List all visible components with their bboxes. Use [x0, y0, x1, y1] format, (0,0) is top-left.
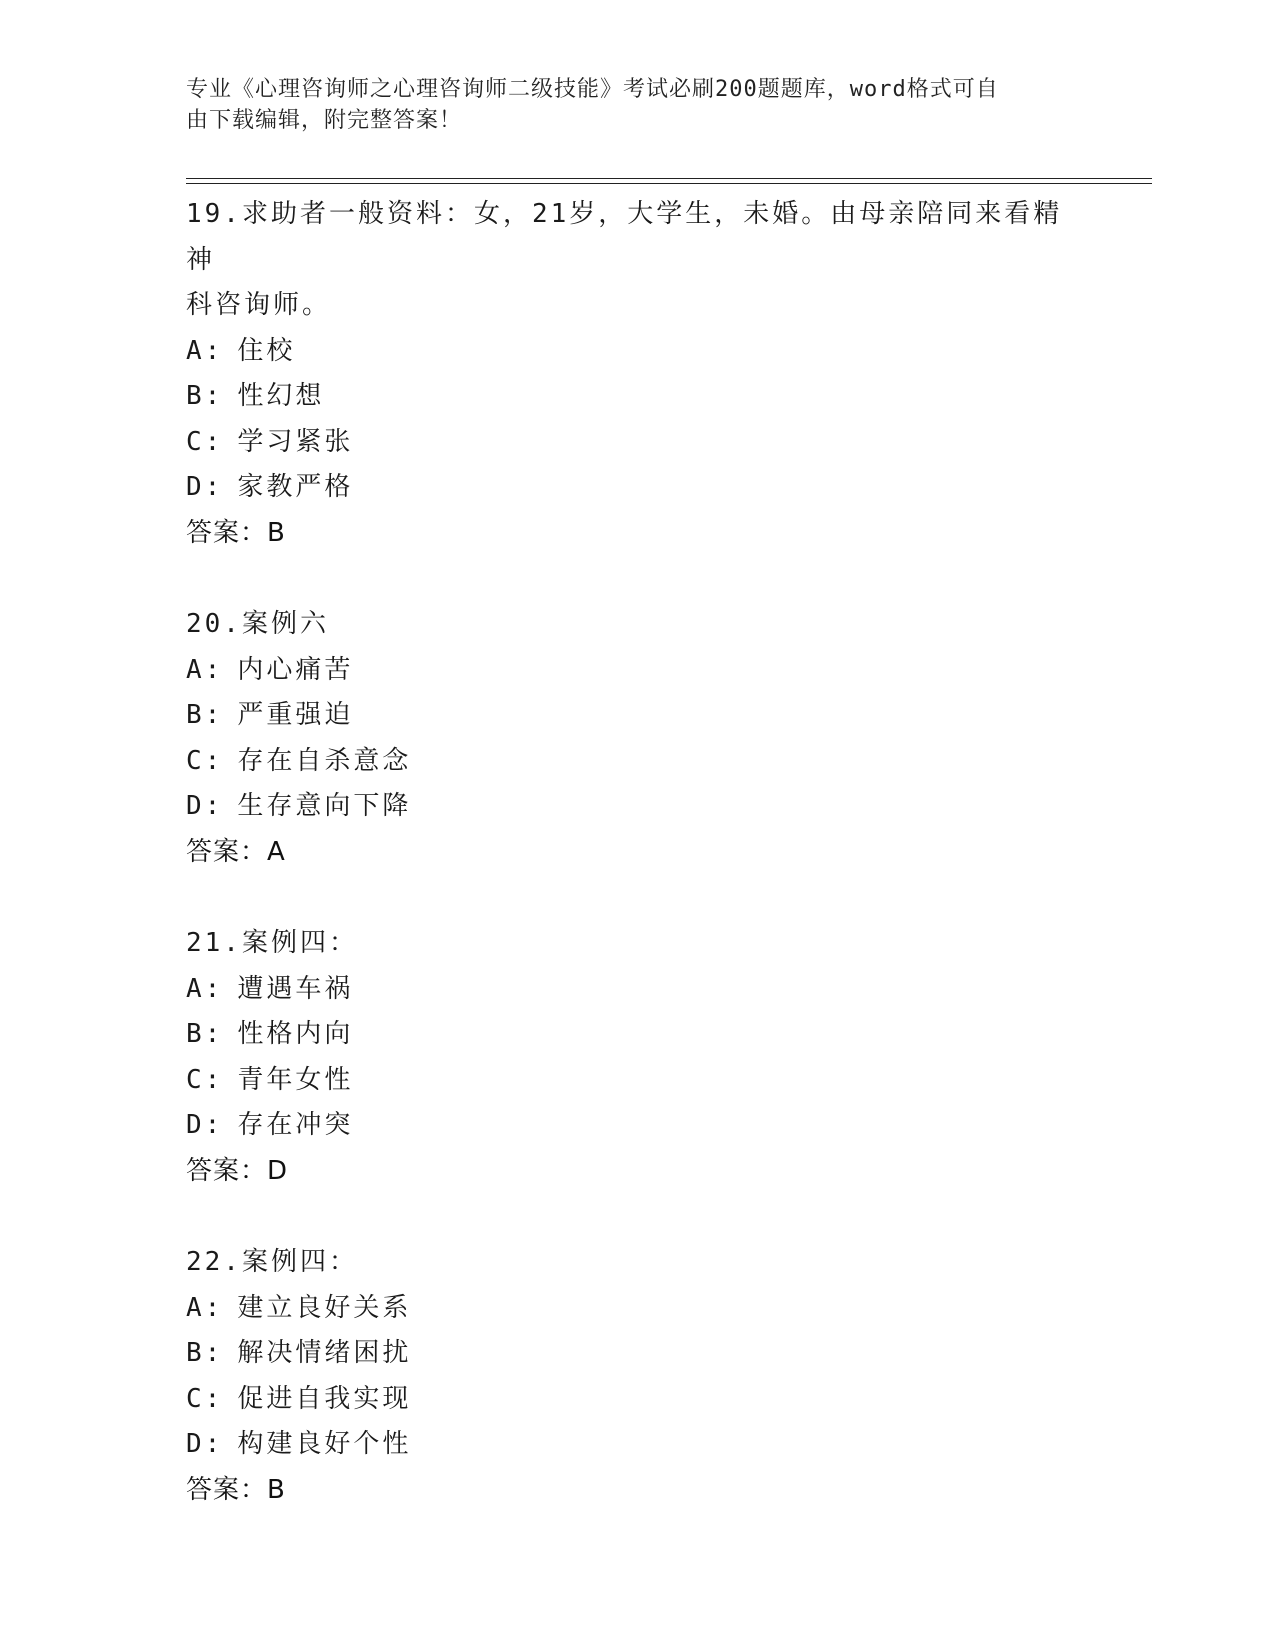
- option-letter: C:: [186, 426, 224, 457]
- option-text: 存在冲突: [237, 1110, 354, 1140]
- question-22: [186, 1240, 1086, 1513]
- question-stem: 22.案例四：: [186, 1247, 358, 1277]
- question-19: [186, 192, 1086, 556]
- option-text: 家教严格: [237, 472, 354, 502]
- option-text: 严重强迫: [237, 700, 354, 730]
- question-stem-continued: 科咨询师。: [186, 290, 332, 320]
- option-letter: D:: [186, 1429, 224, 1459]
- option-d: [186, 1422, 1086, 1468]
- option-text: 遭遇车祸: [237, 973, 354, 1004]
- option-b: [186, 374, 1086, 420]
- question-20: [186, 602, 1086, 875]
- option-text: 内心痛苦: [237, 654, 354, 685]
- option-text: 性格内向: [237, 1019, 354, 1049]
- question-spacer: [186, 1194, 1086, 1240]
- question-stem: 19.求助者一般资料：女，21岁，大学生，未婚。由母亲陪同来看精神: [186, 199, 1063, 275]
- option-letter: C:: [186, 745, 224, 776]
- option-letter: B:: [186, 381, 224, 411]
- option-text: 性幻想: [237, 381, 325, 411]
- header-divider-top: [186, 178, 1152, 179]
- option-text: 促进自我实现: [237, 1383, 412, 1414]
- option-text: 存在自杀意念: [237, 745, 412, 776]
- option-letter: A:: [186, 654, 224, 685]
- question-list: [186, 192, 1086, 1513]
- option-text: 学习紧张: [237, 426, 354, 457]
- option-letter: D:: [186, 472, 224, 502]
- option-letter: A:: [186, 973, 224, 1004]
- answer-line: 答案：D: [186, 1155, 289, 1186]
- header-line-1: 专业《心理咨询师之心理咨询师二级技能》考试必刷200题题库，word格式可自: [186, 77, 999, 102]
- question-spacer: [186, 875, 1086, 921]
- option-d: [186, 1103, 1086, 1149]
- option-b: [186, 693, 1086, 739]
- option-c: [186, 420, 1086, 466]
- header-divider-bottom: [186, 183, 1152, 184]
- option-a: [186, 967, 1086, 1013]
- option-d: [186, 465, 1086, 511]
- option-text: 住校: [237, 335, 296, 366]
- option-letter: B:: [186, 700, 224, 730]
- option-a: [186, 648, 1086, 694]
- option-letter: B:: [186, 1338, 224, 1368]
- option-c: [186, 739, 1086, 785]
- option-text: 解决情绪困扰: [237, 1338, 412, 1368]
- option-letter: D:: [186, 1110, 224, 1140]
- option-text: 青年女性: [237, 1064, 354, 1095]
- answer-line: 答案：B: [186, 1474, 286, 1505]
- option-b: [186, 1012, 1086, 1058]
- option-letter: D:: [186, 791, 224, 821]
- option-letter: B:: [186, 1019, 224, 1049]
- option-a: [186, 329, 1086, 375]
- option-letter: A:: [186, 1292, 224, 1323]
- option-b: [186, 1331, 1086, 1377]
- option-letter: A:: [186, 335, 224, 366]
- option-text: 生存意向下降: [237, 791, 412, 821]
- question-stem: 21.案例四：: [186, 928, 358, 958]
- option-a: [186, 1286, 1086, 1332]
- answer-line: 答案：A: [186, 836, 286, 867]
- header-line-2: 由下载编辑，附完整答案！: [186, 108, 463, 133]
- option-text: 构建良好个性: [237, 1429, 412, 1459]
- question-spacer: [186, 556, 1086, 602]
- option-c: [186, 1058, 1086, 1104]
- option-c: [186, 1377, 1086, 1423]
- option-letter: C:: [186, 1064, 224, 1095]
- document-header: [186, 74, 1066, 136]
- answer-line: 答案：B: [186, 517, 286, 548]
- option-text: 建立良好关系: [237, 1292, 412, 1323]
- option-letter: C:: [186, 1383, 224, 1414]
- question-stem: 20.案例六: [186, 609, 329, 639]
- question-21: [186, 921, 1086, 1194]
- option-d: [186, 784, 1086, 830]
